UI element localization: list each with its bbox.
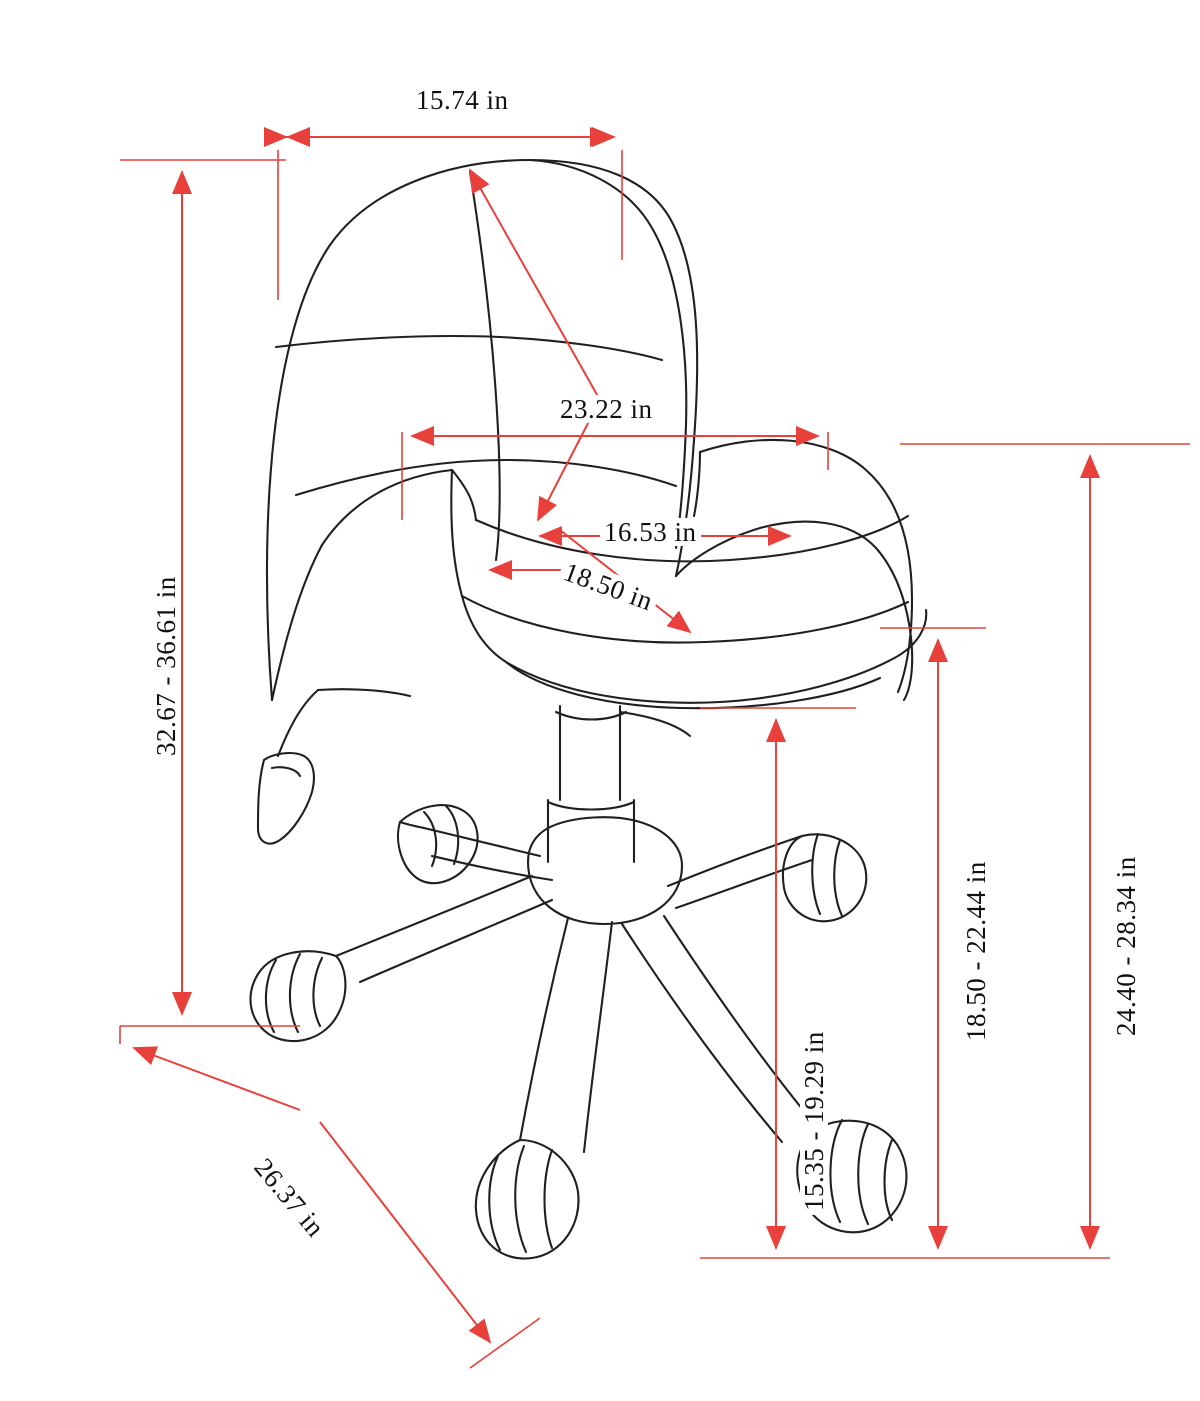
dimension-label-seat-width: 18.50 in bbox=[556, 556, 660, 617]
dimension-label-overall-width-arms: 23.22 in bbox=[556, 395, 657, 423]
dimension-label-base-diameter: 26.37 in bbox=[246, 1150, 332, 1245]
dimension-label-overall-height: 32.67 - 36.61 in bbox=[152, 572, 180, 760]
dimension-label-armrest-height: 18.50 - 22.44 in bbox=[962, 857, 990, 1045]
dimension-label-seat-back-width: 15.74 in bbox=[412, 86, 513, 114]
dimension-label-seat-depth: 16.53 in bbox=[600, 518, 701, 546]
dimension-label-back-height: 24.40 - 28.34 in bbox=[1112, 852, 1140, 1040]
dimension-label-seat-height: 15.35 - 19.29 in bbox=[800, 1027, 828, 1215]
